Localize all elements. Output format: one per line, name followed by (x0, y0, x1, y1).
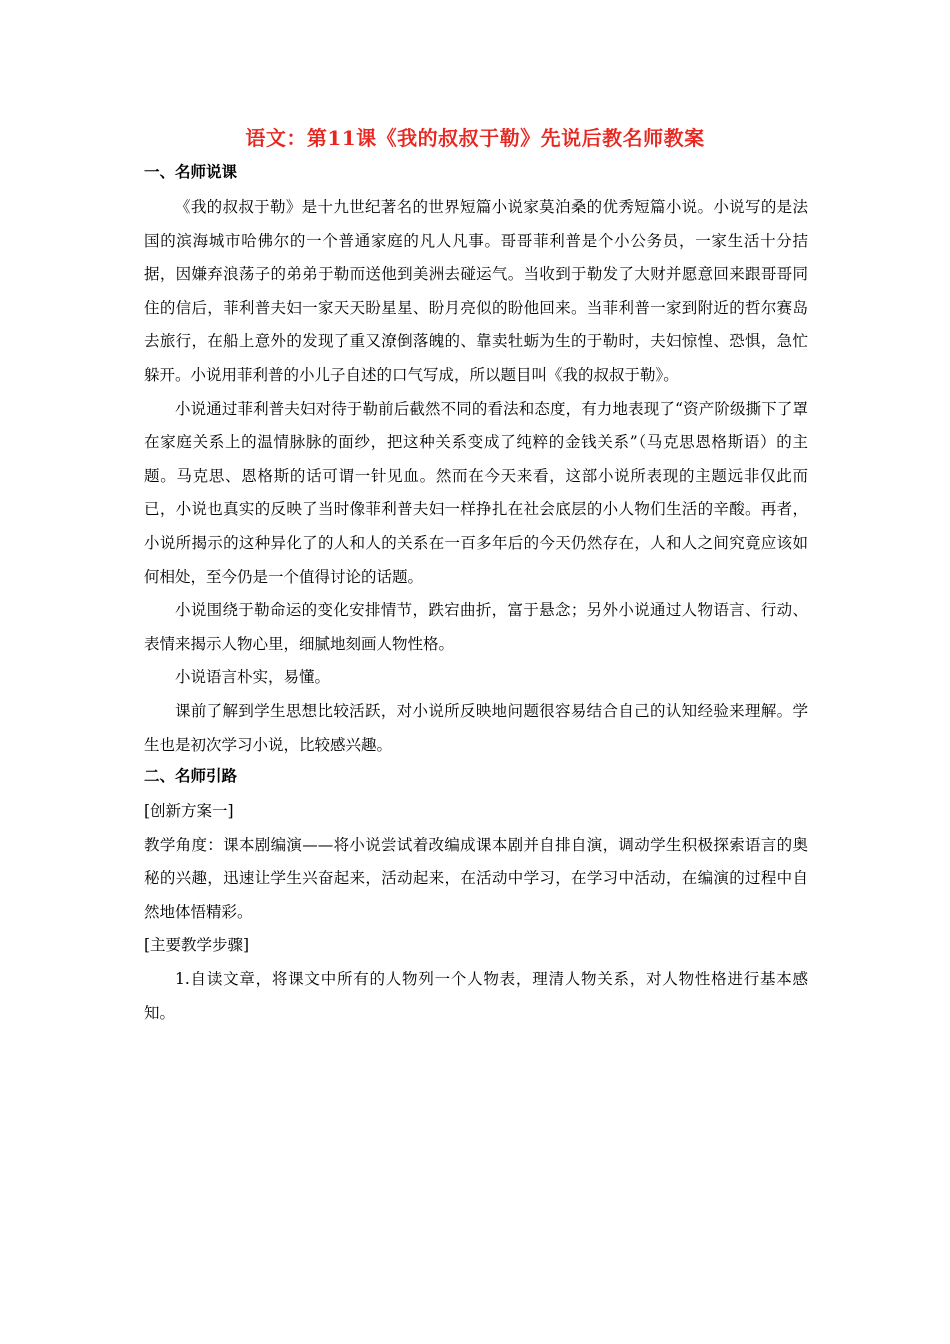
document-body (144, 160, 808, 1030)
section-heading-guidance: 二、名师引路 (144, 766, 238, 786)
paragraph-teaching-angle: 教学角度：课本剧编演——将小说尝试着改编成课本剧并自排自演，调动学生积极探索语言的奥秘的兴趣，迅速让学生兴奋起来，活动起来，在活动中学习，在学习中活动，在编演的过程中自然地体悟精彩。 (144, 835, 808, 921)
paragraph-language: 小说语言朴实，易懂。 (175, 668, 331, 687)
paragraph-summary: 《我的叔叔于勒》是十九世纪著名的世界短篇小说家莫泊桑的优秀短篇小说。小说写的是法国的滨海城市哈佛尔的一个普通家庭的凡人凡事。哥哥菲利普是个小公务员，一家生活十分拮据，因嫌弃浪荡子的弟弟于勒而送他到美洲去碰运气。当收到于勒发了大财并愿意回来跟哥哥同住的信后，菲利普夫妇一家天天盼星星、盼月亮似的盼他回来。当菲利普一家到附近的哲尔赛岛去旅行，在船上意外的发现了重又潦倒落魄的、靠卖牡蛎为生的于勒时，夫妇惊惶、恐惧，急忙躲开。小说用菲利普的小儿子自述的口气写成，所以题目叫《我的叔叔于勒》。 (144, 198, 808, 384)
step-item: 1.自读文章，将课文中所有的人物列一个人物表，理清人物关系，对人物性格进行基本感知。 (144, 970, 808, 1022)
section-heading-teacher-talk: 一、名师说课 (144, 162, 238, 181)
paragraph-students: 课前了解到学生思想比较活跃，对小说所反映地问题很容易结合自己的认知经验来理解。学生也是初次学习小说，比较感兴趣。 (144, 701, 808, 754)
plan-label: [创新方案一] (144, 802, 234, 821)
paragraph-plot: 小说围绕于勒命运的变化安排情节，跌宕曲折，富于悬念；另外小说通过人物语言、行动、表情来揭示人物心里，细腻地刻画人物性格。 (144, 601, 808, 653)
document-title: 语文：第11课《我的叔叔于勒》先说后教名师教案 (245, 126, 705, 150)
steps-label: [主要教学步骤] (144, 936, 250, 955)
paragraph-theme: 小说通过菲利普夫妇对待于勒前后截然不同的看法和态度，有力地表现了“资产阶级撕下了罩在家庭关系上的温情脉脉的面纱，把这种关系变成了纯粹的金钱关系”（马克思恩格斯语）的主题。马克思、恩格斯的话可谓一针见血。然而在今天来看，这部小说所表现的主题远非仅此而已，小说也真实的反映了当时像菲利普夫妇一样挣扎在社会底层的小人物们生活的辛酸。再者，小说所揭示的这种异化了的人和人的关系在一百多年后的今天仍然存在，人和人之间究竟应该如何相处，至今仍是一个值得讨论的话题。 (144, 399, 808, 586)
